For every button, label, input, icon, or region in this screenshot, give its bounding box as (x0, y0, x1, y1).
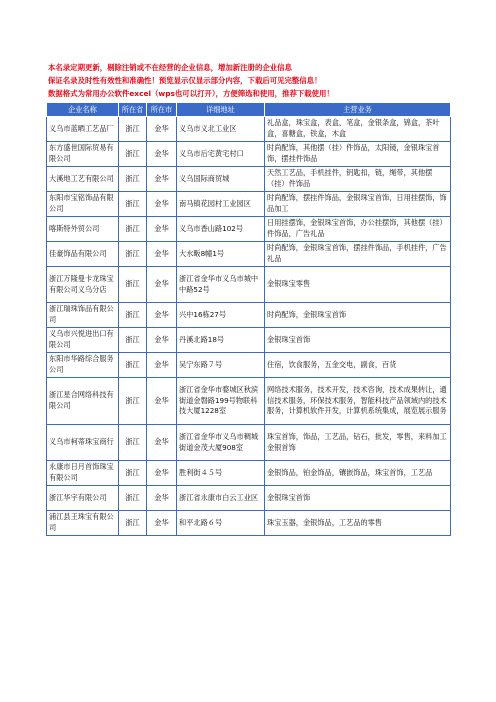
cell-company-name: 大溪地工艺有限公司 (47, 167, 119, 192)
cell-business: 金银珠宝首饰 (265, 328, 451, 353)
cell-city: 金华 (147, 217, 177, 242)
cell-province: 浙江 (119, 242, 147, 267)
cell-company-name: 浙江华宇有限公司 (47, 486, 119, 511)
cell-address: 浙江省金华市义乌市城中中路52号 (177, 267, 265, 303)
notice-block (48, 61, 448, 100)
cell-address: 和平北路６号 (177, 511, 265, 536)
cell-city: 金华 (147, 425, 177, 461)
cell-company-name: 浙江万隆曼卡龙珠宝有限公司义乌分店 (47, 267, 119, 303)
header-business: 主营业务 (265, 103, 451, 117)
cell-province: 浙江 (119, 486, 147, 511)
table-row (47, 353, 451, 378)
company-table (46, 102, 451, 536)
table-row (47, 328, 451, 353)
header-address: 详细地址 (177, 103, 265, 117)
cell-city: 金华 (147, 267, 177, 303)
table-row (47, 142, 451, 167)
table-row (47, 267, 451, 303)
cell-business: 时尚配饰，金银珠宝首饰 (265, 303, 451, 328)
table-row (47, 461, 451, 486)
cell-address: 大水畈8幢1号 (177, 242, 265, 267)
cell-company-name: 浙江星合网络科技有限公司 (47, 378, 119, 425)
cell-company-name: 东阳市华路综合服务公司 (47, 353, 119, 378)
table-row (47, 378, 451, 425)
cell-business: 住宿，饮食服务，五金交电，副食，百货 (265, 353, 451, 378)
cell-city: 金华 (147, 486, 177, 511)
table-header-row (47, 103, 451, 117)
cell-business: 时尚配饰，摆挂件饰品，金银珠宝首饰，日用挂摆饰，饰品加工 (265, 192, 451, 217)
header-province: 所在省 (119, 103, 147, 117)
cell-address: 义乌市香山路102号 (177, 217, 265, 242)
table-row (47, 486, 451, 511)
cell-address: 义乌市后宅黄宅村口 (177, 142, 265, 167)
cell-business: 珠宝首饰，饰品，工艺品，钻石，批发，零售，来料加工金银首饰 (265, 425, 451, 461)
cell-business: 金银珠宝零售 (265, 267, 451, 303)
notice-line: 本名录定期更新，剔除注销或不在经营的企业信息，增加新注册的企业信息 (48, 63, 292, 72)
cell-province: 浙江 (119, 217, 147, 242)
table-row (47, 117, 451, 142)
cell-address: 吴宁东路７号 (177, 353, 265, 378)
table-row (47, 167, 451, 192)
cell-province: 浙江 (119, 192, 147, 217)
cell-province: 浙江 (119, 303, 147, 328)
cell-business: 网络技术服务，技术开发，技术咨询，技术成果转让，通信技术服务，环保技术服务，智能科技产品领域内的技术服务，计算机软件开发，计算机系统集成，展览展示服务 (265, 378, 451, 425)
cell-company-name: 浦江县王珠宝有限公司 (47, 511, 119, 536)
cell-province: 浙江 (119, 353, 147, 378)
cell-address: 兴中16栋27号 (177, 303, 265, 328)
cell-business: 礼品盒，珠宝盒，表盒，笔盒，金银条盒，锦盒，茶叶盒，喜糖盒，铁盒，木盒 (265, 117, 451, 142)
table-row (47, 192, 451, 217)
cell-city: 金华 (147, 303, 177, 328)
cell-business: 日用挂摆饰，金银珠宝首饰，办公挂摆饰，其他摆（挂）件饰品，广告礼品 (265, 217, 451, 242)
cell-city: 金华 (147, 192, 177, 217)
cell-city: 金华 (147, 378, 177, 425)
cell-province: 浙江 (119, 425, 147, 461)
cell-company-name: 义乌市柯蒂珠宝商行 (47, 425, 119, 461)
cell-business: 时尚配饰，其他摆（挂）件饰品，太阳镜，金银珠宝首饰，摆挂件饰品 (265, 142, 451, 167)
cell-province: 浙江 (119, 328, 147, 353)
cell-address: 浙江省金华市义乌市稠城街道金茂大厦908室 (177, 425, 265, 461)
cell-company-name: 喀斯特外贸公司 (47, 217, 119, 242)
cell-address: 胜利街４５号 (177, 461, 265, 486)
cell-province: 浙江 (119, 167, 147, 192)
cell-address: 丹溪北路18号 (177, 328, 265, 353)
header-city: 所在市 (147, 103, 177, 117)
cell-province: 浙江 (119, 117, 147, 142)
cell-city: 金华 (147, 242, 177, 267)
cell-address: 浙江省永康市白云工业区 (177, 486, 265, 511)
cell-province: 浙江 (119, 267, 147, 303)
cell-business: 天然工艺品，手机挂件，钥匙扣，链，绳带，其他摆（挂）件饰品 (265, 167, 451, 192)
table-row (47, 217, 451, 242)
cell-business: 金银珠宝首饰 (265, 486, 451, 511)
cell-city: 金华 (147, 167, 177, 192)
table-row (47, 511, 451, 536)
cell-company-name: 永康市日月首饰珠宝有限公司 (47, 461, 119, 486)
cell-business: 珠宝玉器，金银饰品，工艺品的零售 (265, 511, 451, 536)
cell-address: 义乌市义北工业区 (177, 117, 265, 142)
cell-company-name: 东方盛世国际贸易有限公司 (47, 142, 119, 167)
cell-business: 金银饰品，铂金饰品，镶嵌饰品，珠宝首饰，工艺品 (265, 461, 451, 486)
cell-province: 浙江 (119, 461, 147, 486)
cell-company-name: 浙江瑞珠饰品有限公司 (47, 303, 119, 328)
cell-address: 南马镇花园村工业园区 (177, 192, 265, 217)
cell-city: 金华 (147, 461, 177, 486)
cell-city: 金华 (147, 511, 177, 536)
cell-city: 金华 (147, 142, 177, 167)
cell-city: 金华 (147, 117, 177, 142)
cell-company-name: 义乌市蓝晒工艺品厂 (47, 117, 119, 142)
table-row (47, 303, 451, 328)
cell-province: 浙江 (119, 378, 147, 425)
cell-company-name: 义乌市兴悦进出口有限公司 (47, 328, 119, 353)
cell-province: 浙江 (119, 511, 147, 536)
cell-province: 浙江 (119, 142, 147, 167)
notice-line: 数据格式为常用办公软件excel（wps也可以打开），方便筛选和使用，推荐下载使用！ (48, 89, 334, 98)
table-row (47, 242, 451, 267)
cell-company-name: 佳豪饰品有限公司 (47, 242, 119, 267)
cell-company-name: 东阳市宝铭饰品有限公司 (47, 192, 119, 217)
cell-address: 浙江省金华市婺城区秋滨街道金磐路199号物联科技大厦1228室 (177, 378, 265, 425)
cell-business: 时尚配饰，金银珠宝首饰，摆挂件饰品，手机挂件，广告礼品 (265, 242, 451, 267)
header-company-name: 企业名称 (47, 103, 119, 117)
cell-address: 义乌国际商贸城 (177, 167, 265, 192)
cell-city: 金华 (147, 328, 177, 353)
notice-line: 保证名录及时性有效性和准确性！预览显示仅显示部分内容，下载后可见完整信息！ (48, 76, 322, 85)
table-row (47, 425, 451, 461)
cell-city: 金华 (147, 353, 177, 378)
